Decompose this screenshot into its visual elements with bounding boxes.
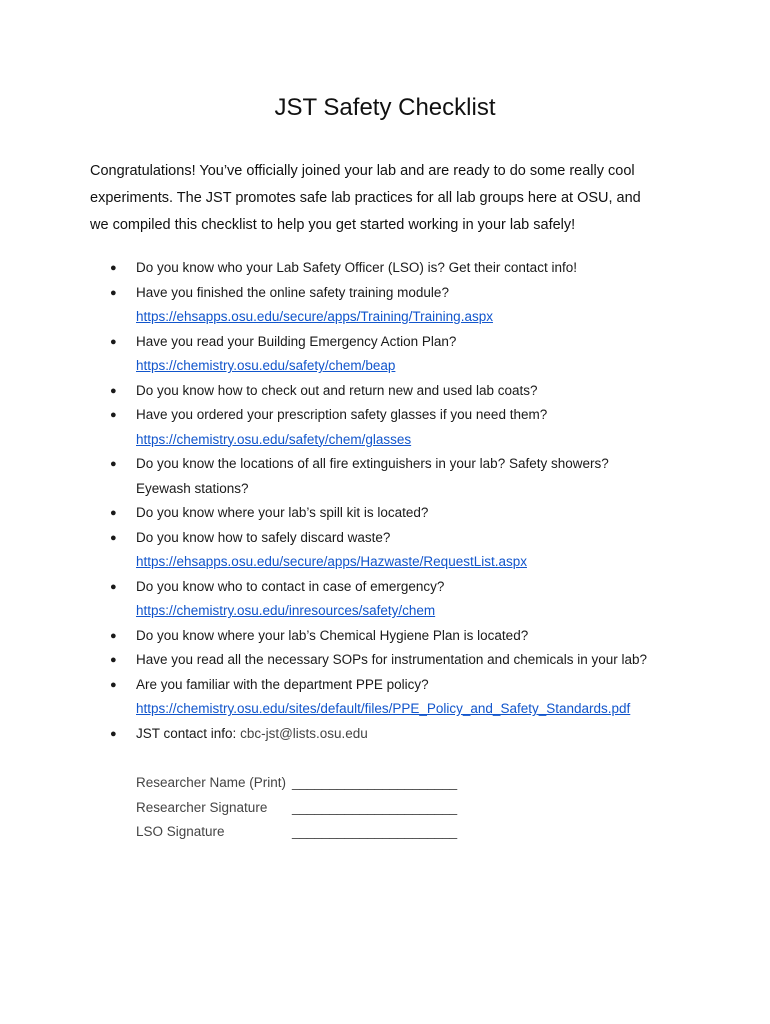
bullet-icon: ● [110, 531, 117, 544]
signature-label: LSO Signature [136, 824, 225, 839]
intro-line: experiments. The JST promotes safe lab practices for all lab groups here at OSU, and [90, 190, 641, 206]
bullet-icon: ● [110, 580, 117, 593]
checklist-item [110, 526, 710, 575]
signature-label: Researcher Signature [136, 799, 268, 815]
checklist-item-text: Do you know how to check out and return new and used lab coats? [136, 382, 538, 398]
signature-label: Researcher Name (Print) [136, 775, 287, 790]
bullet-icon: ● [110, 409, 117, 421]
bullet-icon: ● [110, 335, 117, 348]
signature-line: ______________________ [292, 824, 458, 839]
signature-row [136, 820, 457, 845]
bullet-icon: ● [110, 384, 117, 397]
bullet-icon: ● [110, 727, 117, 740]
intro-line: we compiled this checklist to help you get started working in your lab safely! [90, 217, 576, 233]
training-module-link[interactable]: https://ehsapps.osu.edu/secure/apps/Training/Training.aspx [136, 309, 493, 324]
checklist-item-text: Do you know who your Lab Safety Officer (LSO) is? Get their contact info! [136, 260, 577, 275]
checklist-item-text: Do you know how to safely discard waste? [136, 529, 391, 545]
checklist-item-text: Have you read your Building Emergency Action Plan? [136, 333, 457, 349]
bullet-icon: ● [110, 629, 117, 642]
checklist-item-text: Do you know where your lab’s spill kit is located? [136, 505, 429, 520]
page-title: JST Safety Checklist [274, 94, 496, 121]
checklist-item [110, 281, 710, 330]
checklist-item-text: Do you know where your lab’s Chemical Hygiene Plan is located? [136, 627, 529, 643]
bullet-icon: ● [110, 262, 117, 274]
safety-glasses-link[interactable]: https://chemistry.osu.edu/safety/chem/glasses [136, 431, 412, 447]
checklist-item-text: Have you finished the online safety training module? [136, 284, 449, 300]
hazwaste-link[interactable]: https://ehsapps.osu.edu/secure/apps/Hazwaste/RequestList.aspx [136, 554, 527, 569]
checklist-item [110, 624, 710, 649]
checklist-item [110, 452, 710, 501]
bullet-icon: ● [110, 507, 117, 519]
checklist-item [110, 673, 710, 722]
checklist-item [110, 575, 710, 624]
intro-paragraph [90, 158, 680, 239]
checklist-item-text: Have you ordered your prescription safety glasses if you need them? [136, 407, 548, 422]
bullet-icon: ● [110, 458, 117, 470]
ppe-policy-link[interactable]: https://chemistry.osu.edu/sites/default/files/PPE_Policy_and_Safety_Standards.pdf [136, 701, 631, 716]
jst-contact-email: cbc-jst@lists.osu.edu [240, 725, 368, 741]
bullet-icon: ● [110, 286, 117, 299]
checklist-item [110, 648, 710, 673]
safety-checklist [110, 256, 710, 746]
checklist-item-text: Are you familiar with the department PPE policy? [136, 676, 429, 692]
checklist-item-text-continued: Eyewash stations? [136, 480, 249, 496]
bullet-icon: ● [110, 678, 117, 691]
checklist-item [110, 330, 710, 379]
checklist-item [110, 379, 710, 404]
bullet-icon: ● [110, 654, 117, 666]
checklist-item [110, 722, 710, 747]
beap-link[interactable]: https://chemistry.osu.edu/safety/chem/beap [136, 358, 396, 373]
signature-line: ______________________ [292, 799, 458, 815]
signature-row [136, 796, 457, 821]
checklist-item [110, 403, 710, 452]
signature-line: ______________________ [292, 775, 458, 790]
emergency-contact-link[interactable]: https://chemistry.osu.edu/inresources/safety/chem [136, 603, 436, 618]
checklist-item-text: JST contact info: [136, 725, 241, 741]
intro-line: Congratulations! You’ve officially joined your lab and are ready to do some really cool [90, 163, 635, 179]
checklist-item-text: Do you know the locations of all fire extinguishers in your lab? Safety showers? [136, 456, 609, 471]
checklist-item [110, 501, 710, 526]
checklist-item-text: Have you read all the necessary SOPs for instrumentation and chemicals in your lab? [136, 652, 648, 667]
signature-block [136, 771, 457, 845]
checklist-item [110, 256, 710, 281]
checklist-item-text: Do you know who to contact in case of emergency? [136, 578, 445, 594]
signature-row [136, 771, 457, 796]
